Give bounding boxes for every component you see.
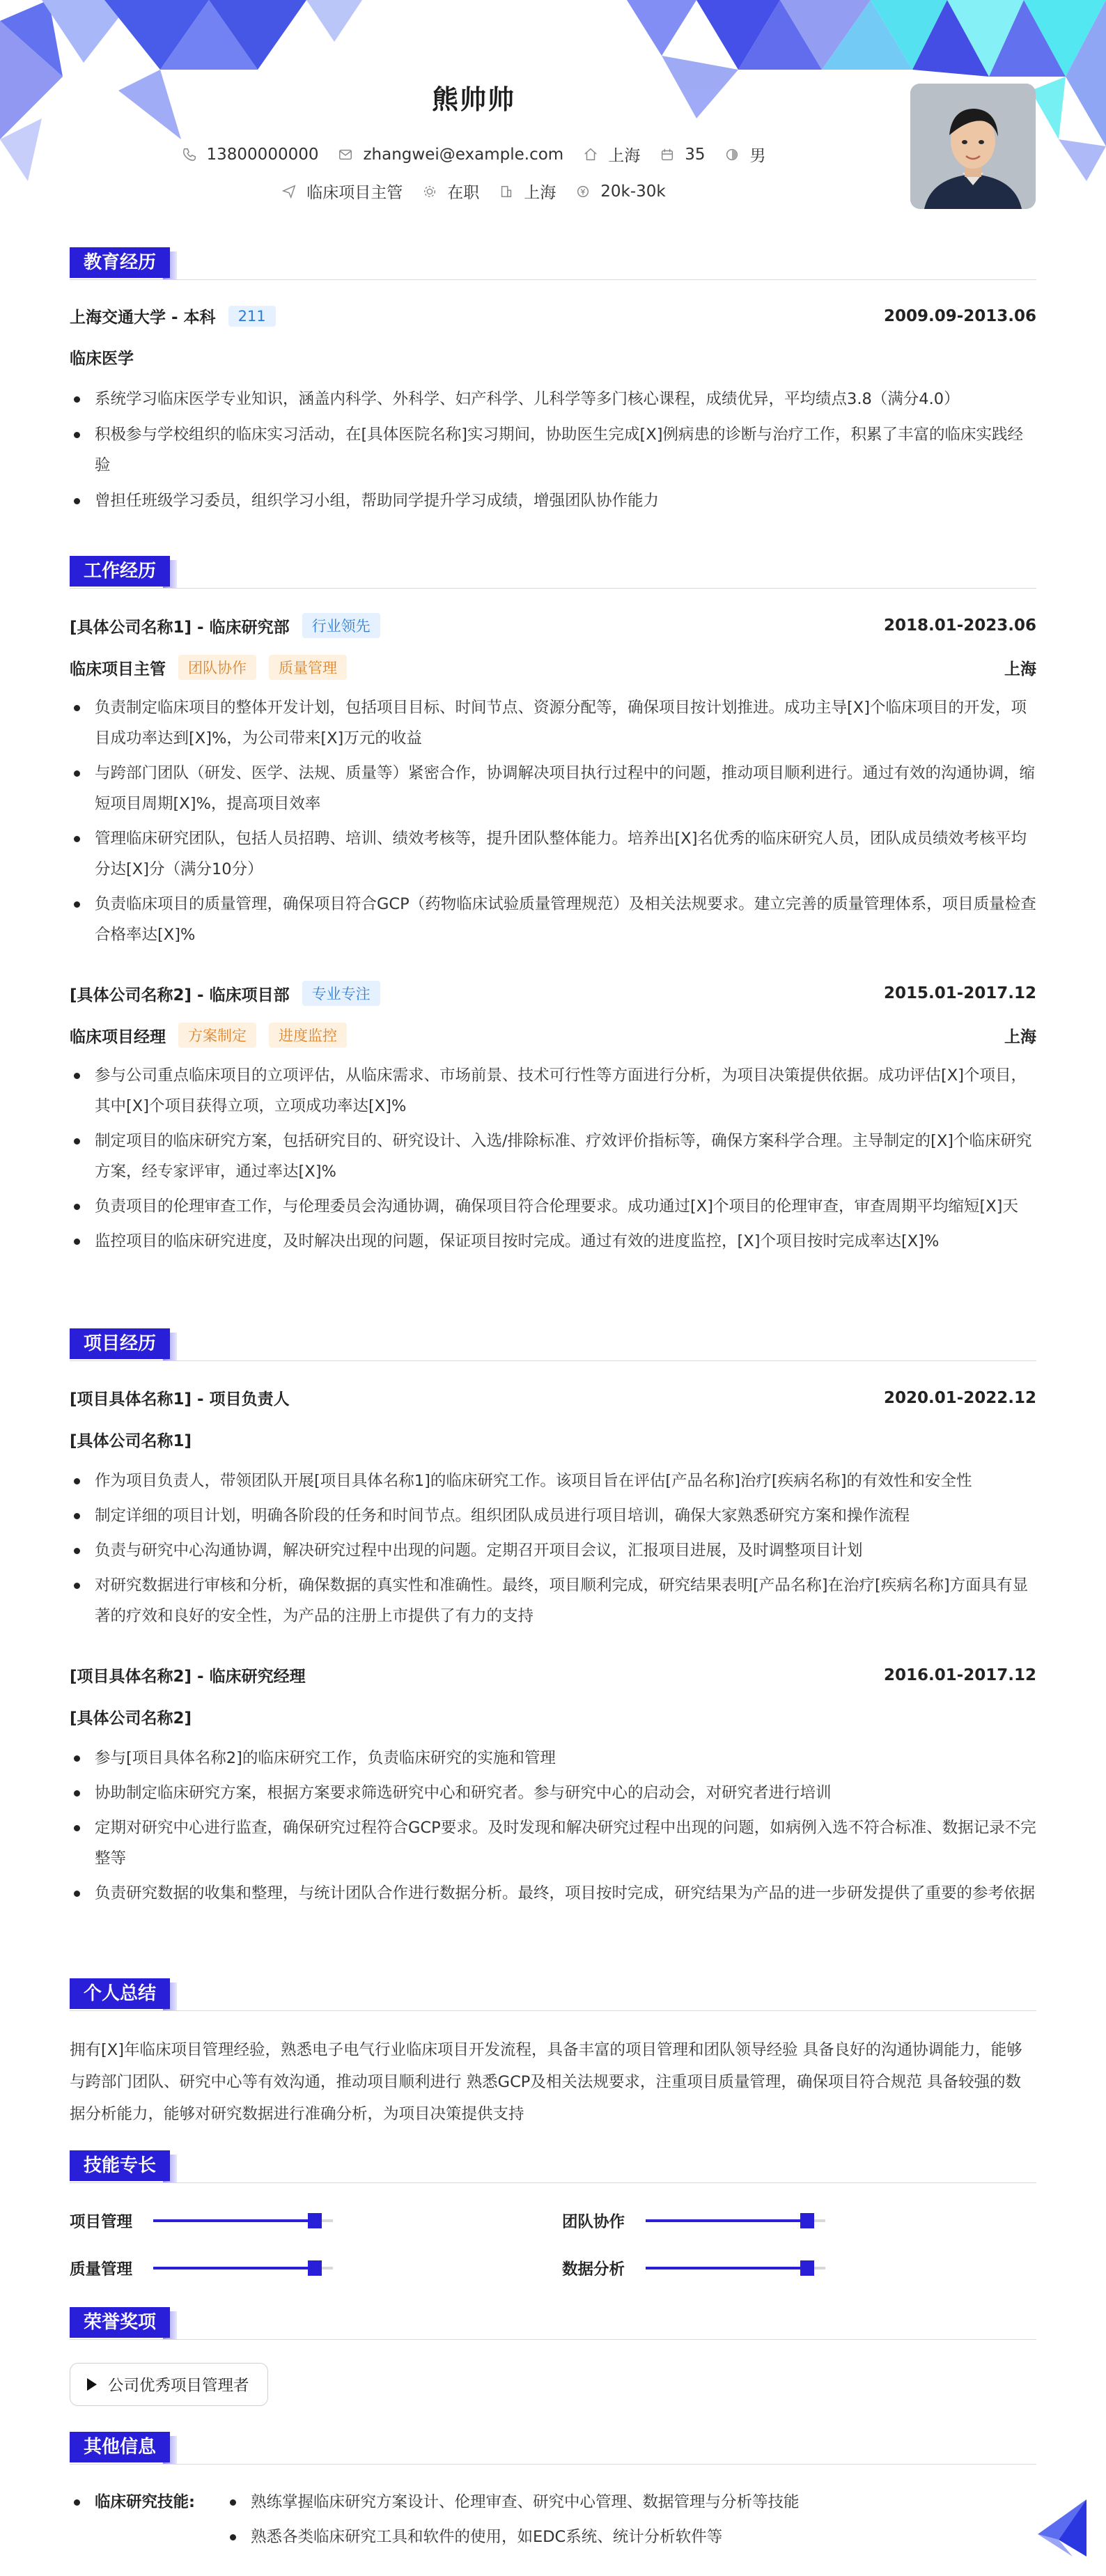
- work-1-tag: 团队协作: [178, 655, 256, 680]
- education-major-row: [70, 346, 1036, 368]
- project-2-company-row: [70, 1705, 1036, 1728]
- project-section-title: [70, 1328, 1036, 1362]
- skill-bar-fill: [646, 2219, 807, 2222]
- list-item: 与跨部门团队（研发、医学、法规、质量等）紧密合作，协调解决项目执行过程中的问题，推动项目顺利进行。通过有效的沟通协调，缩短项目周期[X]%，提高项目效率: [70, 758, 1036, 819]
- skills-heading: 技能专长: [70, 2150, 170, 2181]
- list-item: 制定详细的项目计划，明确各阶段的任务和时间节点。组织团队成员进行项目培训，确保大家熟悉研究方案和操作流程: [70, 1500, 1036, 1531]
- avatar: [910, 84, 1036, 209]
- position-text: 临床项目主管: [306, 184, 403, 202]
- section-divider: [70, 2464, 1036, 2465]
- contact-row: [70, 143, 878, 166]
- other-heading: 其他信息: [70, 2432, 170, 2462]
- summary-section-title: [70, 1978, 1036, 2012]
- section-divider: [70, 2010, 1036, 2011]
- education-bullets: [70, 384, 1036, 516]
- skill-item: [562, 2210, 825, 2232]
- education-heading: 教育经历: [70, 247, 170, 278]
- list-item: 对研究数据进行审核和分析，确保数据的真实性和准确性。最终，项目顺利完成，研究结果表明[产品名称]在治疗[疾病名称]方面具有显著的疗效和良好的安全性，为产品的注册上市提供了有力的支持: [70, 1570, 1036, 1631]
- list-item: 系统学习临床医学专业知识，涵盖内科学、外科学、妇产科学、儿科学等多门核心课程，成绩优异，平均绩点3.8（满分4.0）: [70, 384, 1036, 414]
- work-1-title: 临床项目主管: [70, 660, 166, 678]
- corner-decoration: [1038, 2499, 1086, 2556]
- status-text: 在职: [447, 184, 480, 202]
- work-1-company: [具体公司名称1] - 临床研究部: [70, 618, 290, 637]
- list-item: 负责制定临床项目的整体开发计划，包括项目目标、时间节点、资源分配等，确保项目按计划推进。成功主导[X]个临床项目的开发，项目成功率达到[X]%，为公司带来[X]万元的收益: [70, 692, 1036, 754]
- work-2-date: 2015.01-2017.12: [883, 984, 1036, 1002]
- send-icon: [281, 184, 297, 199]
- gender-text: 男: [749, 147, 766, 165]
- mail-icon: [338, 147, 353, 162]
- list-item: 参与[项目具体名称2]的临床研究工作，负责临床研究的实施和管理: [70, 1743, 1036, 1774]
- section-divider: [70, 279, 1036, 280]
- skill-bar-knob: [308, 2260, 322, 2276]
- list-item: 作为项目负责人，带领团队开展[项目具体名称1]的临床研究工作。该项目旨在评估[产品名称]治疗[疾病名称]的有效性和安全性: [70, 1466, 1036, 1496]
- coin-icon: [575, 184, 591, 199]
- city-item: [583, 143, 640, 166]
- honors-section-title: [70, 2307, 1036, 2341]
- education-date: 2009.09-2013.06: [883, 307, 1036, 325]
- phone-text: 13800000000: [206, 145, 319, 164]
- skill-bar-knob: [308, 2213, 322, 2228]
- work-1-title-row: [70, 655, 1036, 680]
- project-2-bullets: [70, 1743, 1036, 1909]
- work-2-title-row: [70, 1023, 1036, 1048]
- skill-item: [70, 2210, 333, 2232]
- work-1-tag: 质量管理: [269, 655, 347, 680]
- skill-name: 数据分析: [562, 2260, 625, 2279]
- work-1-badge: 行业领先: [302, 613, 380, 638]
- skill-name: 质量管理: [70, 2260, 133, 2279]
- work-1-date: 2018.01-2023.06: [883, 616, 1036, 635]
- work-1-header-row: [70, 613, 1036, 638]
- education-header-row: [70, 304, 1036, 327]
- work-1-bullets: [70, 692, 1036, 950]
- other-label: 临床研究技能:: [95, 2493, 195, 2511]
- list-item: 制定项目的临床研究方案，包括研究目的、研究设计、入选/排除标准、疗效评价指标等，确保方案科学合理。主导制定的[X]个临床研究方案，经专家评审，通过率达[X]%: [70, 1126, 1036, 1187]
- skill-item: [562, 2257, 825, 2279]
- work-2-company: [具体公司名称2] - 临床项目部: [70, 986, 290, 1004]
- list-item: 负责临床项目的质量管理，确保项目符合GCP（药物临床试验质量管理规范）及相关法规要求。建立完善的质量管理体系，项目质量检查合格率达[X]%: [70, 889, 1036, 950]
- summary-text: 拥有[X]年临床项目管理经验，熟悉电子电气行业临床项目开发流程，具备丰富的项目管理和团队领导经验 具备良好的沟通协调能力，能够与跨部门团队、研究中心等有效沟通，推动项目顺利进行 熟悉GCP及相关法规要求，注重项目质量管理，确保项目符合规范 具备较强的数据分析能力，能够对研究数据进行准确分析，为项目决策提供支持: [70, 2041, 1022, 2123]
- job-intent-row: [70, 180, 878, 203]
- skill-bar: [153, 2219, 333, 2222]
- city-text: 上海: [608, 147, 641, 165]
- project-2-date: 2016.01-2017.12: [883, 1666, 1036, 1684]
- candidate-name: 熊帅帅: [431, 84, 515, 115]
- building-icon: [499, 184, 514, 199]
- salary-item: [575, 183, 665, 201]
- work-2-tag: 进度监控: [269, 1023, 347, 1048]
- school-name: 上海交通大学 - 本科: [70, 309, 216, 327]
- work-2-title: 临床项目经理: [70, 1027, 166, 1046]
- project-1-date: 2020.01-2022.12: [883, 1388, 1036, 1407]
- education-section-title: [70, 247, 1036, 281]
- section-divider: [70, 2339, 1036, 2340]
- work-1-city: 上海: [1004, 660, 1036, 678]
- honors-heading: 荣誉奖项: [70, 2307, 170, 2338]
- gender-item: [724, 143, 765, 166]
- gender-icon: [724, 147, 740, 162]
- list-item: 负责项目的伦理审查工作，与伦理委员会沟通协调，确保项目符合伦理要求。成功通过[X]个项目的伦理审查，审查周期平均缩短[X]天: [70, 1191, 1036, 1222]
- skill-bar-knob: [800, 2213, 814, 2228]
- project-1-name: [项目具体名称1] - 项目负责人: [70, 1390, 290, 1409]
- skill-bar-knob: [800, 2260, 814, 2276]
- work-2-header-row: [70, 981, 1036, 1006]
- list-item: 负责研究数据的收集和整理，与统计团队合作进行数据分析。最终，项目按时完成，研究结果为产品的进一步研发提供了重要的参考依据: [70, 1878, 1036, 1909]
- salary-text: 20k-30k: [600, 182, 666, 201]
- email-text: zhangwei@example.com: [363, 145, 564, 164]
- project-1-company-row: [70, 1428, 1036, 1451]
- list-item: 管理临床研究团队，包括人员招聘、培训、绩效考核等，提升团队整体能力。培养出[X]名优秀的临床研究人员，团队成员绩效考核平均分达[X]分（满分10分）: [70, 823, 1036, 885]
- project-2-name: [项目具体名称2] - 临床研究经理: [70, 1668, 306, 1686]
- list-item: 监控项目的临床研究进度，及时解决出现的问题，保证项目按时完成。通过有效的进度监控，[X]个项目按时完成率达[X]%: [70, 1226, 1036, 1257]
- phone-item: [182, 146, 319, 164]
- skill-bar: [646, 2267, 825, 2269]
- other-section-title: [70, 2432, 1036, 2465]
- project-1-bullets: [70, 1466, 1036, 1631]
- honor-text: 公司优秀项目管理者: [108, 2377, 249, 2395]
- list-item: 参与公司重点临床项目的立项评估，从临床需求、市场前景、技术可行性等方面进行分析，为项目决策提供依据。成功评估[X]个项目，其中[X]个项目获得立项，立项成功率达[X]%: [70, 1060, 1036, 1122]
- skill-item: [70, 2257, 333, 2279]
- skill-name: 团队协作: [562, 2213, 625, 2231]
- calendar-icon: [660, 147, 675, 162]
- work-2-bullets: [70, 1060, 1036, 1257]
- phone-icon: [182, 147, 197, 162]
- skill-bar: [646, 2219, 825, 2222]
- other-info: [70, 2487, 1036, 2556]
- target-city-text: 上海: [524, 184, 556, 202]
- school-badge: 211: [228, 306, 276, 327]
- major-name: 临床医学: [70, 350, 134, 368]
- list-item: 熟练掌握临床研究方案设计、伦理审查、研究中心管理、数据管理与分析等技能: [230, 2487, 800, 2517]
- section-divider: [70, 1360, 1036, 1361]
- list-item: 曾担任班级学习委员，组织学习小组，帮助同学提升学习成绩，增强团队协作能力: [70, 486, 1036, 516]
- project-2-company: [具体公司名称2]: [70, 1709, 192, 1728]
- age-item: [660, 146, 705, 164]
- skill-bar-fill: [153, 2219, 315, 2222]
- skills-section-title: [70, 2150, 1036, 2184]
- project-1-header-row: [70, 1386, 1036, 1409]
- age-text: 35: [685, 145, 706, 164]
- list-item: 积极参与学校组织的临床实习活动，在[具体医院名称]实习期间，协助医生完成[X]例病患的诊断与治疗工作，积累了丰富的临床实践经验: [70, 419, 1036, 481]
- section-divider: [70, 2182, 1036, 2183]
- work-2-city: 上海: [1004, 1027, 1036, 1046]
- work-2-badge: 专业专注: [302, 981, 380, 1006]
- project-1-company: [具体公司名称1]: [70, 1432, 192, 1450]
- work-section-title: [70, 556, 1036, 589]
- status-item: [422, 180, 479, 203]
- gear-icon: [422, 184, 437, 199]
- position-item: [281, 180, 403, 203]
- project-heading: 项目经历: [70, 1328, 170, 1359]
- list-item: 熟悉各类临床研究工具和软件的使用，如EDC系统、统计分析软件等: [230, 2522, 722, 2552]
- skill-name: 项目管理: [70, 2213, 133, 2231]
- email-item: [338, 146, 563, 164]
- home-icon: [583, 147, 598, 162]
- work-heading: 工作经历: [70, 556, 170, 587]
- work-2-tag: 方案制定: [178, 1023, 256, 1048]
- project-2-header-row: [70, 1663, 1036, 1686]
- summary-heading: 个人总结: [70, 1978, 170, 2009]
- skill-bar-fill: [646, 2267, 807, 2269]
- skill-bar-fill: [153, 2267, 315, 2269]
- play-icon: [87, 2378, 97, 2391]
- honor-item: [70, 2363, 268, 2406]
- list-item: 协助制定临床研究方案，根据方案要求筛选研究中心和研究者。参与研究中心的启动会，对研究者进行培训: [70, 1778, 1036, 1808]
- list-item: 负责与研究中心沟通协调，解决研究过程中出现的问题。定期召开项目会议，汇报项目进展，及时调整项目计划: [70, 1535, 1036, 1566]
- bullet-dot: [74, 2499, 80, 2506]
- section-divider: [70, 588, 1036, 589]
- skill-bar: [153, 2267, 333, 2269]
- target-city-item: [499, 180, 556, 203]
- list-item: 定期对研究中心进行监查，确保研究过程符合GCP要求。及时发现和解决研究过程中出现的问题，如病例入选不符合标准、数据记录不完整等: [70, 1813, 1036, 1874]
